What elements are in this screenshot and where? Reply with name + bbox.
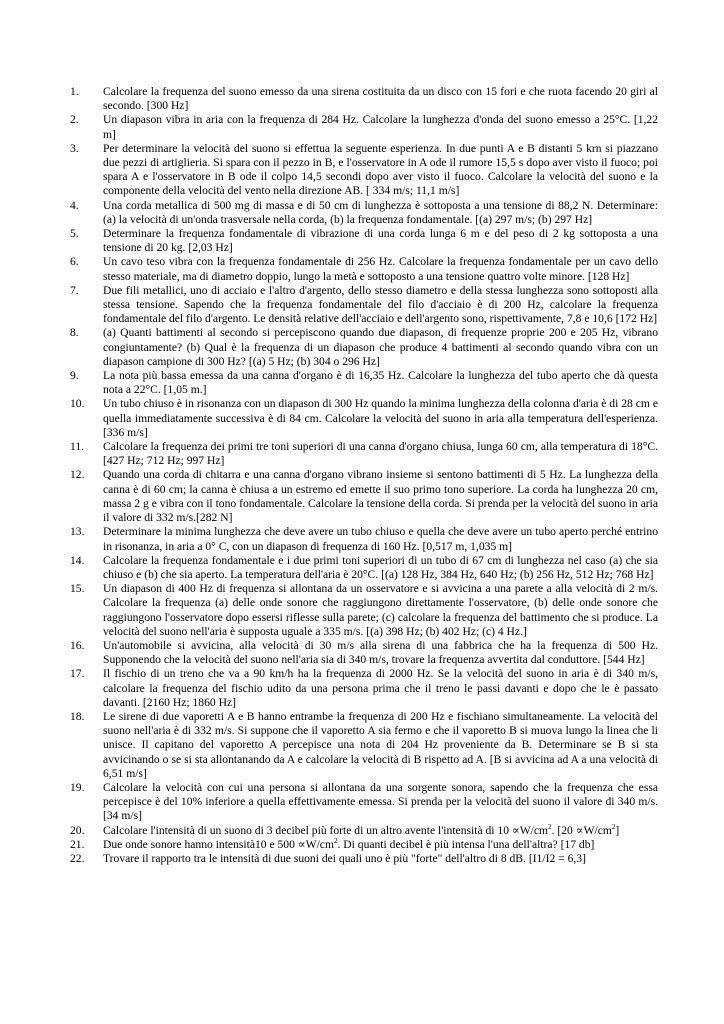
problem-number: 4.: [70, 198, 79, 212]
problem-item: [70, 326, 658, 369]
problem-text: Calcolare la frequenza dei primi tre toni superiori di una canna d'organo chiusa, lunga 60 cm, alla temperatura di 18°C. [427 Hz; 712 Hz; 997 Hz]: [103, 440, 658, 468]
problem-item: [70, 525, 658, 553]
problem-item: [70, 582, 658, 639]
problem-item: [70, 369, 658, 397]
problem-text: Due fili metallici, uno di acciaio e l'altro d'argento, dello stesso diametro e della stessa lunghezza sono sottoposti alla stessa tensione. Sapendo che la frequenza fondamentale del filo d'acciaio è di 200 Hz, calcolare la frequenza fondamentale del filo d'argento. Le densità relative dell'acciaio e dell'argento sono, rispettivamente, 7,8 e 10,6 [172 Hz]: [103, 283, 658, 326]
problem-list: [70, 85, 658, 866]
problem-text: Un cavo teso vibra con la frequenza fondamentale di 256 Hz. Calcolare la frequenza fondamentale per un cavo dello stesso materiale, ma di diametro doppio, lungo la metà e sottoposto a una tensione quattro volte minore. [128 Hz]: [103, 255, 658, 283]
problem-text: Un tubo chiuso è in risonanza con un diapason di 300 Hz quando la minima lunghezza della colonna d'aria è di 28 cm e quella immediatamente successiva è di 84 cm. Calcolare la velocità del suono in aria alla temperatura dell'esperienza. [336 m/s]: [103, 397, 658, 439]
problem-item: [70, 554, 658, 582]
problem-text: Per determinare la velocità del suono si effettua la seguente esperienza. In due punti A e B distanti 5 krn si piazzano due pezzi di artiglieria. Si spara con il pezzo in B, e l'osservatore in A ode il rumore 15,5 s dopo aver visto il fuoco; poi spara A e l'osservatore in B ode il colpo 14,5 secondi dopo aver visto il fuoco. Calcolare la velocità del suono e la componente della velocità del vento nella direzione AB. [ 334 m/s; 11,1 m/s]: [103, 141, 658, 198]
problem-number: 20.: [70, 823, 85, 837]
problem-item: [70, 838, 658, 852]
problem-number: 1.: [70, 85, 79, 98]
problem-item: [70, 142, 658, 199]
problem-number: 19.: [70, 780, 85, 794]
problem-item: [70, 639, 658, 667]
problem-text: Una corda metallica di 500 mg di massa e di 50 cm di lunghezza è sottoposta a una tensione di 88,2 N. Determinare: (a) la velocità di un'onda trasversale nella corda, (b) la frequenza fondamentale. [(a) 297 m/s; (b) 297 Hz]: [103, 198, 658, 226]
problem-item: [70, 852, 658, 866]
problem-text: Un'automobile si avvicina, alla velocità di 30 m/s alla sirena di una fabbrica che ha la frequenza di 500 Hz. Supponendo che la velocità del suono nell'aria sia di 340 m/s, trovare la frequenza avvertita dal conduttore. [544 Hz]: [103, 638, 658, 667]
problem-number: 17.: [70, 667, 85, 681]
text-run: Calcolare l'intensità di un suono di 3 decibel più forte di un altro avente l'intensità di 10 ∝W/cm: [103, 823, 549, 837]
problem-number: 8.: [70, 326, 79, 340]
problem-item: [70, 667, 658, 710]
problem-number: 7.: [70, 283, 79, 297]
problem-item: [70, 199, 658, 227]
problem-number: 5.: [70, 227, 79, 241]
problem-item: [70, 227, 658, 255]
problem-number: 3.: [70, 141, 79, 155]
problem-text: Il fischio di un treno che va a 90 km/h ha la frequenza di 2000 Hz. Se la velocità del suono in aria è di 340 m/s, calcolare la frequenza del fischio udito da una persona prima che il treno le passi davanti e dopo che le è passato davanti. [2160 Hz; 1860 Hz]: [103, 667, 658, 709]
problem-item: [70, 255, 658, 283]
problem-item: [70, 824, 658, 838]
problem-item: [70, 440, 658, 468]
problem-text: La nota più bassa emessa da una canna d'organo è di 16,35 Hz. Calcolare la lunghezza del tubo aperto che dà questa nota a 22°C. [1,05 m.]: [103, 369, 658, 397]
problem-number: 10.: [70, 397, 85, 411]
problem-text: Quando una corda di chitarra e una canna d'organo vibrano insieme si sentono battimenti di 5 Hz. La lunghezza della canna è di 60 cm; la canna è chiusa a un estremo ed emette il suo primo tono superiore. La corda ha lunghezza 20 cm, massa 2 g e vibra con il tono fondamentale. Calcolare la tensione della corda. Si prenda per la velocità del suono in aria il valore di 332 m/s.[282 N]: [103, 468, 658, 525]
problem-text: Calcolare la velocità con cui una persona si allontana da una sorgente sonora, sapendo che la frequenza che essa percepisce è del 10% inferiore a quella effettivamente emessa. Si prenda per la velocità del suono il valore di 340 m/s. [34 m/s]: [103, 780, 658, 823]
problem-text: Le sirene di due vaporetti A e B hanno entrambe la frequenza di 200 Hz e fischiano simultaneamente. La velocità del suono nell'aria è di 332 m/s. Si suppone che il vaporetto A sia fermo e che il vaporetto B si muova lungo la linea che li unisce. Il capitano del vaporetto A percepisce una nota di 204 Hz proveniente da B. Determinare se B si sta avvicinando o se si sta allontanando da A e calcolare la velocità di B rispetto ad A. [B si avvicina ad A a una velocità di 6,51 m/s]: [103, 709, 658, 780]
problem-text: [103, 824, 658, 838]
problem-number: 21.: [70, 837, 85, 851]
problem-item: [70, 468, 658, 525]
problem-text: (a) Quanti battimenti al secondo si percepiscono quando due diapason, di frequenze proprie 200 e 205 Hz, vibrano congiuntamente? (b) Qual è la frequenza di un diapason che produce 4 battimenti al secondo quando vibra con un diapason campione di 300 Hz? [(a) 5 Hz; (b) 304 o 296 Hz]: [103, 326, 658, 368]
text-run: . [20 ∝W/cm: [551, 823, 612, 837]
problem-number: 18.: [70, 709, 85, 723]
superscript: 2: [611, 822, 616, 831]
problem-text: Calcolare la frequenza del suono emesso da una sirena costituita da un disco con 15 fori e che ruota facendo 20 giri al secondo. [300 Hz]: [103, 85, 658, 113]
problem-number: 14.: [70, 553, 85, 567]
text-run: ]: [615, 823, 620, 837]
problem-number: 12.: [70, 468, 85, 482]
problem-number: 15.: [70, 582, 85, 596]
problem-item: [70, 781, 658, 824]
problem-item: [70, 85, 658, 113]
problem-item: [70, 710, 658, 781]
problem-text: Trovare il rapporto tra le intensità di due suoni dei quali uno è più "forte" dell'altro di 8 dB. [I1/I2 = 6,3]: [103, 851, 586, 865]
superscript: 2: [548, 822, 552, 831]
problem-number: 11.: [70, 440, 85, 454]
problem-item: [70, 113, 658, 141]
problem-text: Un diapason vibra in aria con la frequenza di 284 Hz. Calcolare la lunghezza d'onda del suono emesso a 25°C. [1,22 m]: [103, 113, 658, 141]
problem-text: Calcolare la frequenza fondamentale e i due primi toni superiori di un tubo di 67 cm di lunghezza nel caso (a) che sia chiuso e (b) che sia aperto. La temperatura dell'aria è 20°C. [(a) 128 Hz, 384 Hz, 640 Hz; (b) 256 Hz, 512 Hz; 768 Hz]: [103, 553, 658, 581]
problem-number: 2.: [70, 113, 79, 127]
problem-number: 16.: [70, 638, 85, 652]
problem-text: Determinare la minima lunghezza che deve avere un tubo chiuso e quella che deve avere un tubo aperto perché entrino in risonanza, in aria a 0° C, con un diapason di frequenza di 160 Hz. [0,517 m, 1,035 m]: [103, 525, 658, 553]
problem-text: [103, 838, 658, 852]
text-run: Due onde sonore hanno intensità10 e 500 ∝W/cm: [103, 837, 334, 851]
problem-text: Determinare la frequenza fondamentale di vibrazione di una corda lunga 6 m e del peso di 2 kg sottoposta a una tensione di 20 kg. [2,03 Hz]: [103, 227, 658, 255]
problem-item: [70, 284, 658, 327]
superscript: 2: [333, 836, 338, 845]
problem-number: 9.: [70, 369, 79, 383]
text-run: . Di quanti decibel è più intensa l'una dell'altra? [17 db]: [337, 837, 595, 851]
problem-number: 22.: [70, 851, 85, 865]
problem-text: Un diapason di 400 Hz di frequenza si allontana da un osservatore e si avvicina a una parete a alla velocità di 2 m/s. Calcolare la frequenza (a) delle onde sonore che raggiungono direttamente l'osservatore, (b) delle onde sonore che raggiungono l'osservatore dopo essersi riflesse sulla parete; (c) calcolare la frequenza del battimento che si produce. La velocità del suono nell'aria è supposta uguale a 335 m/s. [(a) 398 Hz; (b) 402 Hz; (c) 4 Hz.]: [103, 582, 658, 638]
problem-item: [70, 397, 658, 440]
problem-number: 13.: [70, 525, 85, 539]
problem-number: 6.: [70, 255, 79, 269]
